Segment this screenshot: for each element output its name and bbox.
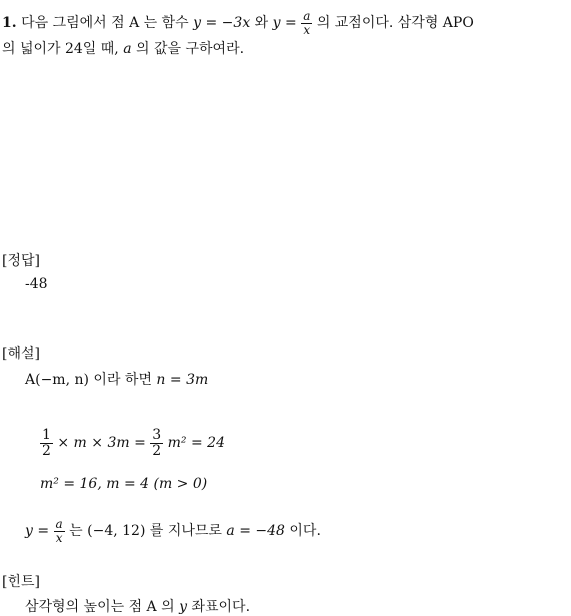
fraction-denominator: x bbox=[301, 23, 312, 37]
solution-step-2: m² = 16, m = 4 (m > 0) bbox=[40, 476, 208, 492]
hyperbola-lhs: y = bbox=[25, 523, 50, 540]
fraction-numerator: a bbox=[303, 9, 311, 23]
equation-line: y = −3x bbox=[193, 15, 251, 32]
hint-text-2: 좌표이다. bbox=[191, 599, 251, 615]
fraction-numerator: 1 bbox=[42, 427, 51, 443]
area-equation-middle: × m × 3m = bbox=[57, 435, 146, 452]
problem-text-2: 의 교점이다. 삼각형 APO bbox=[316, 15, 474, 32]
point-a-coords: A(−m, n) bbox=[25, 372, 89, 388]
fraction-three-halves bbox=[150, 428, 163, 458]
fraction-one-half bbox=[40, 428, 53, 458]
problem-text-3: 의 넓이가 24일 때, bbox=[2, 41, 119, 57]
problem-text-1: 다음 그림에서 점 A 는 함수 bbox=[21, 15, 189, 32]
fraction-denominator: x bbox=[54, 531, 65, 545]
answer-heading: [정답] bbox=[2, 253, 40, 269]
result-equation: a = −48 bbox=[226, 523, 285, 540]
equation-n: n = 3m bbox=[156, 372, 209, 388]
hint-text bbox=[25, 596, 250, 616]
fraction-a-over-x bbox=[301, 10, 312, 36]
problem-variable-a: a bbox=[123, 41, 132, 57]
point-coords: (−4, 12) bbox=[87, 523, 146, 540]
problem-line-1 bbox=[2, 10, 474, 36]
problem-conj: 와 bbox=[254, 15, 269, 32]
fraction-numerator: a bbox=[55, 517, 63, 531]
hint-text-1: 삼각형의 높이는 점 A 의 bbox=[25, 599, 175, 615]
area-equation bbox=[40, 428, 225, 458]
answer-value: -48 bbox=[25, 276, 48, 292]
fraction-numerator: 3 bbox=[152, 427, 162, 443]
solution-step-1 bbox=[25, 369, 208, 389]
area-equation-end: m² = 24 bbox=[167, 435, 225, 452]
problem-text-4: 의 값을 구하여라. bbox=[136, 41, 245, 57]
solution-text-1: 이라 하면 bbox=[93, 372, 152, 388]
fraction-denominator: 2 bbox=[42, 442, 51, 459]
hint-heading: [힌트] bbox=[2, 574, 40, 590]
fraction-denominator: 2 bbox=[152, 442, 162, 459]
fraction-a-over-x-2 bbox=[54, 518, 65, 544]
solution-text-3: 를 지나므로 bbox=[149, 523, 222, 540]
equation-hyperbola-lhs: y = bbox=[272, 15, 297, 32]
solution-text-2: 는 bbox=[69, 523, 83, 540]
solution-step-3 bbox=[25, 518, 321, 544]
hint-variable-y: y bbox=[179, 599, 188, 615]
solution-heading: [해설] bbox=[2, 346, 40, 362]
problem-line-2 bbox=[2, 38, 244, 58]
solution-text-4: 이다. bbox=[289, 523, 321, 540]
problem-number: 1. bbox=[2, 15, 17, 32]
